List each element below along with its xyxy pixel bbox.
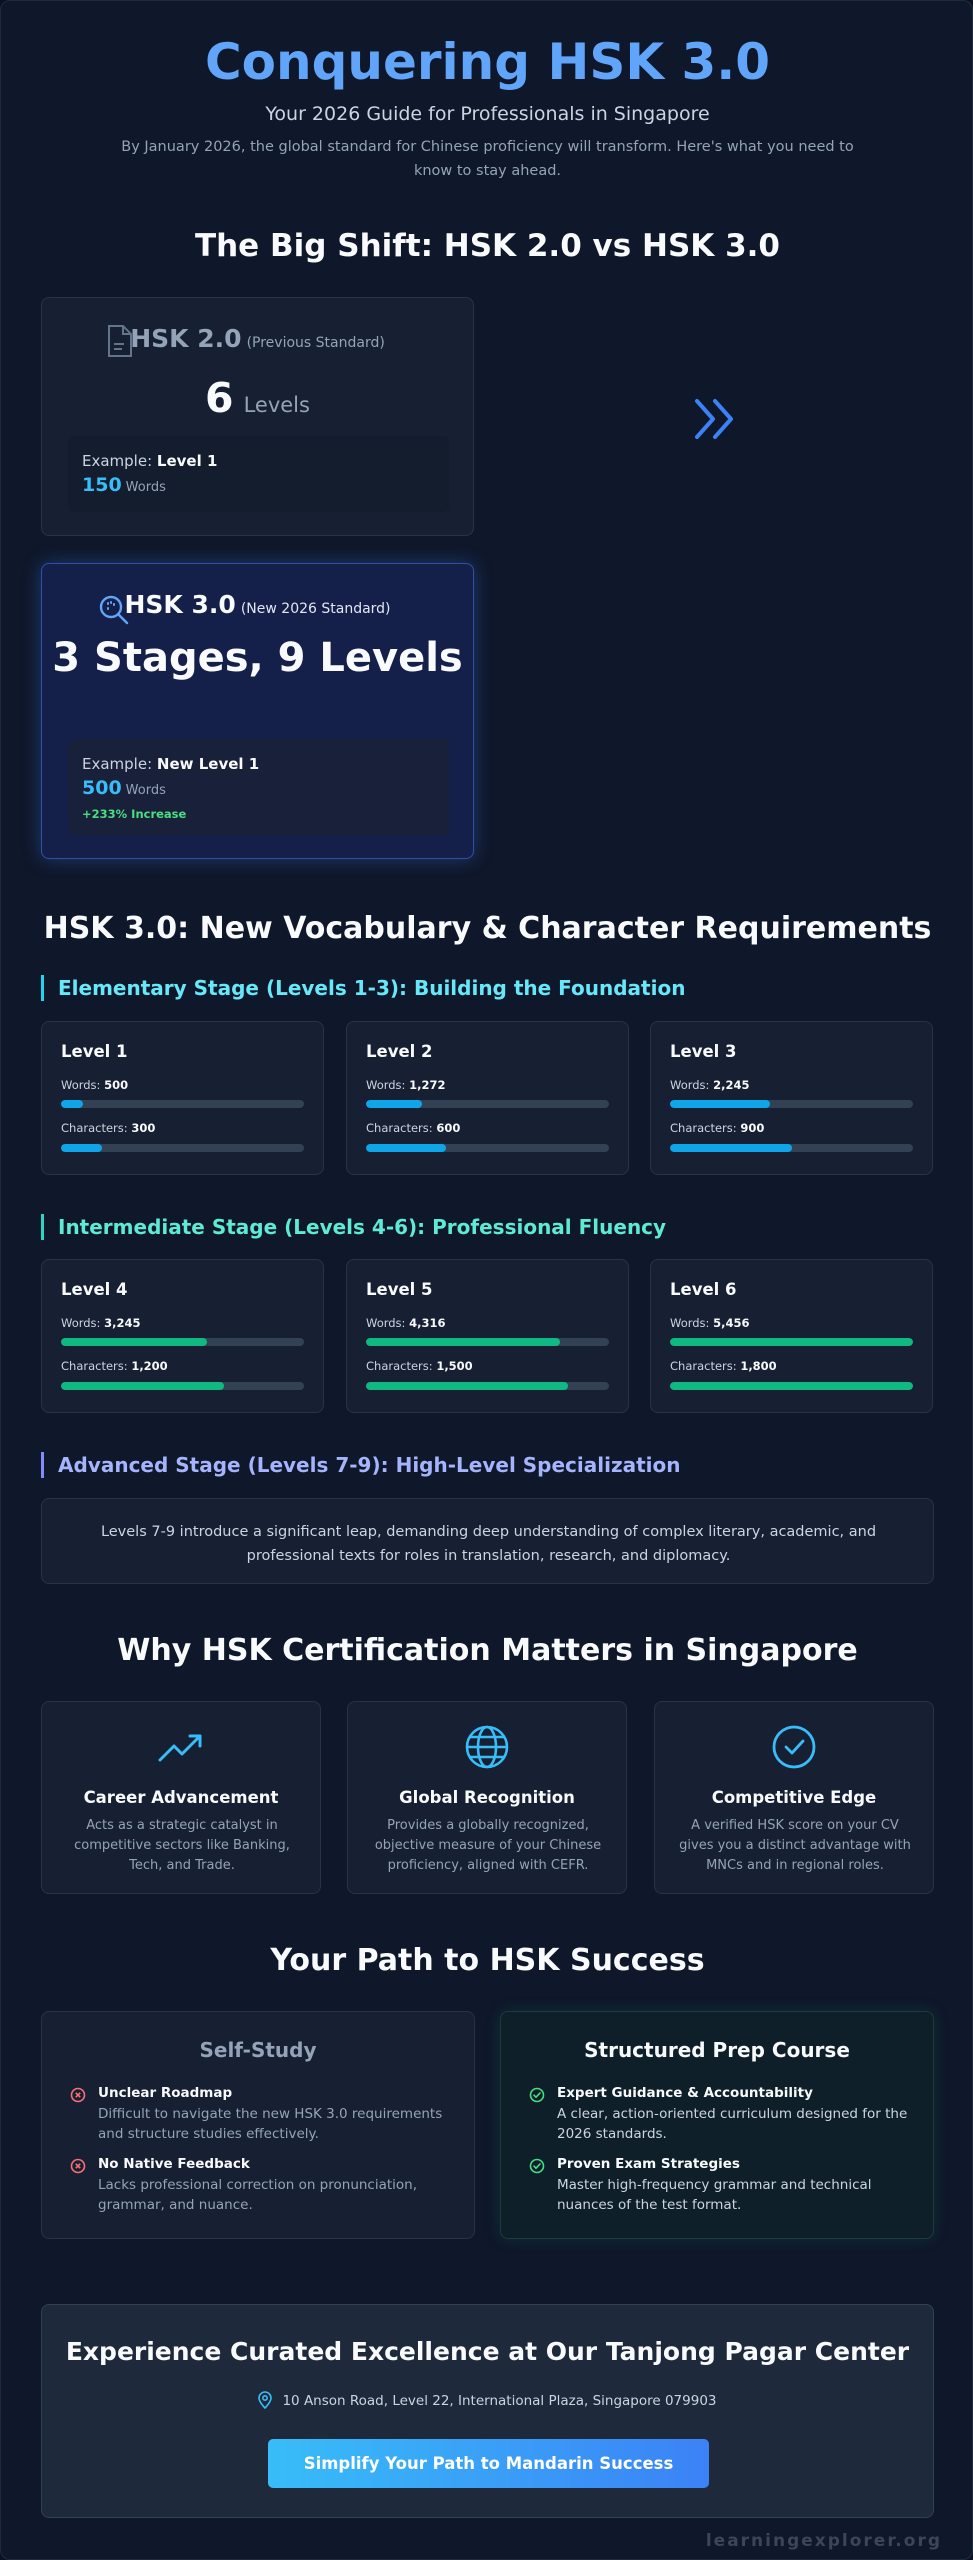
level-characters: Characters: 1,800 [670, 1359, 777, 1373]
x-circle-icon [70, 2158, 86, 2178]
hsk2-name: HSK 2.0 [130, 324, 242, 353]
requirements-title: HSK 3.0: New Vocabulary & Character Requirements [43, 911, 932, 946]
words-progress-bar [61, 1338, 304, 1346]
level-characters: Characters: 900 [670, 1121, 765, 1135]
why-card-desc: Acts as a strategic catalyst in competitive sectors like Banking, Tech, and Trade. [74, 1818, 290, 1873]
self-study-item-desc: Lacks professional correction on pronunciation, grammar, and nuance. [98, 2177, 418, 2213]
prep-course-item-head: Proven Exam Strategies [557, 2156, 740, 2172]
level-title: Level 1 [61, 1042, 128, 1061]
characters-progress-fill [366, 1382, 568, 1390]
level-title: Level 5 [366, 1280, 433, 1299]
level-words: Words: 1,272 [366, 1078, 446, 1092]
level-title: Level 3 [670, 1042, 737, 1061]
location-pin-icon [258, 2391, 272, 2409]
characters-progress-bar [61, 1144, 304, 1152]
hsk2-example [68, 436, 449, 512]
hsk2-note: (Previous Standard) [246, 335, 385, 351]
level-card [41, 1021, 324, 1175]
characters-progress-fill [366, 1144, 446, 1152]
hsk3-increase: +233% Increase [82, 807, 187, 821]
words-progress-bar [366, 1338, 609, 1346]
prep-course-card [500, 2011, 934, 2239]
level-card [41, 1259, 324, 1413]
why-title: Why HSK Certification Matters in Singapore [117, 1633, 858, 1668]
prep-course-title: Structured Prep Course [584, 2038, 850, 2062]
page-subtitle: Your 2026 Guide for Professionals in Singapore [265, 103, 710, 125]
level-words: Words: 5,456 [670, 1316, 750, 1330]
check-circle-icon [655, 1724, 933, 1774]
why-card-desc: A verified HSK score on your CV gives you a distinct advantage with MNCs and in regional roles. [679, 1818, 911, 1873]
words-progress-fill [366, 1338, 560, 1346]
characters-progress-fill [61, 1382, 224, 1390]
why-card-title: Competitive Edge [711, 1788, 877, 1807]
characters-progress-fill [670, 1144, 792, 1152]
cta-button[interactable]: Simplify Your Path to Mandarin Success [268, 2439, 709, 2488]
self-study-title: Self-Study [199, 2038, 317, 2062]
trending-up-icon [42, 1724, 320, 1778]
cta-title: Experience Curated Excellence at Our Tanjong Pagar Center [65, 2337, 910, 2366]
hsk3-header [42, 590, 473, 619]
characters-progress-fill [670, 1382, 913, 1390]
words-progress-fill [366, 1100, 422, 1108]
check-circle-icon [529, 2158, 545, 2178]
why-card-desc: Provides a globally recognized, objective measure of your Chinese proficiency, aligned with CEFR. [374, 1818, 602, 1873]
prep-course-item-head: Expert Guidance & Accountability [557, 2085, 813, 2101]
hsk3-example-label: Example: New Level 1 [82, 755, 260, 773]
characters-progress-bar [366, 1382, 609, 1390]
hsk2-example-label: Example: Level 1 [82, 452, 218, 470]
self-study-card [41, 2011, 475, 2239]
level-card [346, 1259, 629, 1413]
double-chevron-right-icon [689, 393, 741, 449]
hsk3-card [41, 563, 474, 859]
watermark: learningexplorer.org [705, 2531, 942, 2551]
x-circle-icon [70, 2087, 86, 2107]
self-study-item-desc: Difficult to navigate the new HSK 3.0 requirements and structure studies effectively. [98, 2106, 443, 2142]
why-card-edge [654, 1701, 934, 1894]
level-title: Level 6 [670, 1280, 737, 1299]
hsk2-example-words: 150 Words [82, 474, 166, 496]
why-card-recognition [347, 1701, 627, 1894]
words-progress-bar [670, 1100, 913, 1108]
hsk2-levels-number: 6 [205, 374, 234, 422]
hsk2-header [42, 324, 473, 353]
words-progress-bar [366, 1100, 609, 1108]
words-progress-bar [61, 1100, 304, 1108]
advanced-box [41, 1498, 934, 1584]
advanced-text: Levels 7-9 introduce a significant leap, demanding deep understanding of complex literary, academic, and professional texts for roles in translation, research, and diplomacy. [100, 1524, 877, 1564]
level-title: Level 4 [61, 1280, 128, 1299]
cta-address [42, 2391, 933, 2409]
prep-course-item-desc: Master high-frequency grammar and technical nuances of the test format. [557, 2177, 872, 2213]
characters-progress-bar [366, 1144, 609, 1152]
intro-text: By January 2026, the global standard for Chinese proficiency will transform. Here's what you need to know to stay ahead. [121, 139, 854, 179]
level-characters: Characters: 1,500 [366, 1359, 473, 1373]
advanced-heading: Advanced Stage (Levels 7-9): High-Level Specialization [41, 1452, 681, 1478]
self-study-item-head: No Native Feedback [98, 2156, 250, 2172]
hsk3-note: (New 2026 Standard) [240, 601, 391, 617]
level-title: Level 2 [366, 1042, 433, 1061]
hsk2-levels [42, 374, 473, 422]
hsk3-structure: 3 Stages, 9 Levels [52, 635, 463, 681]
level-words: Words: 4,316 [366, 1316, 446, 1330]
level-words: Words: 2,245 [670, 1078, 750, 1092]
shift-section-title: The Big Shift: HSK 2.0 vs HSK 3.0 [194, 228, 781, 264]
words-progress-fill [670, 1100, 770, 1108]
hsk3-name: HSK 3.0 [124, 590, 236, 619]
hsk2-levels-unit: Levels [243, 393, 310, 417]
check-circle-icon [529, 2087, 545, 2107]
level-card [650, 1021, 933, 1175]
intermediate-heading: Intermediate Stage (Levels 4-6): Professional Fluency [41, 1214, 666, 1240]
words-progress-bar [670, 1338, 913, 1346]
level-card [650, 1259, 933, 1413]
level-card [346, 1021, 629, 1175]
level-words: Words: 3,245 [61, 1316, 141, 1330]
why-card-title: Career Advancement [83, 1788, 279, 1807]
level-characters: Characters: 600 [366, 1121, 461, 1135]
level-characters: Characters: 300 [61, 1121, 156, 1135]
hsk3-example [68, 739, 449, 835]
words-progress-fill [670, 1338, 913, 1346]
page-title: Conquering HSK 3.0 [204, 33, 771, 91]
level-characters: Characters: 1,200 [61, 1359, 168, 1373]
elementary-heading: Elementary Stage (Levels 1-3): Building the Foundation [41, 975, 685, 1001]
prep-course-item-desc: A clear, action-oriented curriculum designed for the 2026 standards. [557, 2106, 908, 2142]
cta-box [41, 2304, 934, 2518]
words-progress-fill [61, 1100, 83, 1108]
hsk3-example-words: 500 Words [82, 777, 166, 799]
globe-icon [348, 1724, 626, 1774]
why-card-title: Global Recognition [399, 1788, 575, 1807]
level-words: Words: 500 [61, 1078, 129, 1092]
words-progress-fill [61, 1338, 207, 1346]
characters-progress-bar [61, 1382, 304, 1390]
path-title: Your Path to HSK Success [270, 1943, 705, 1978]
characters-progress-bar [670, 1382, 913, 1390]
self-study-item-head: Unclear Roadmap [98, 2085, 233, 2101]
characters-progress-bar [670, 1144, 913, 1152]
why-card-career [41, 1701, 321, 1894]
characters-progress-fill [61, 1144, 102, 1152]
cta-address-text: 10 Anson Road, Level 22, International Plaza, Singapore 079903 [282, 2393, 717, 2409]
hsk2-card [41, 297, 474, 536]
